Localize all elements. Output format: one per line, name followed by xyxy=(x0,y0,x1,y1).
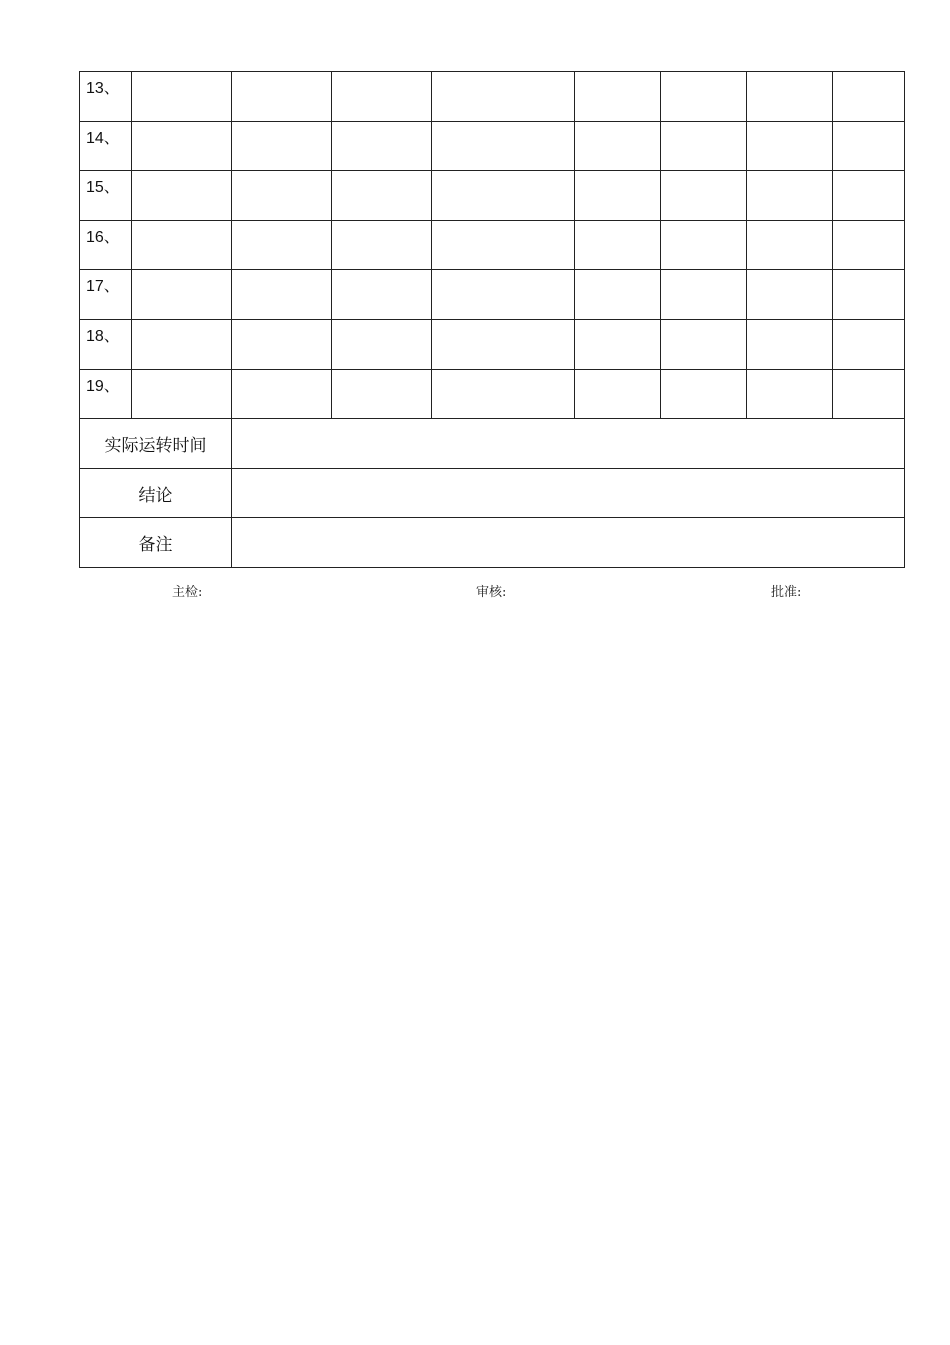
table-row xyxy=(80,121,905,171)
approver-label: 批准: xyxy=(771,585,802,600)
table-cell[interactable] xyxy=(132,319,232,369)
table-cell[interactable] xyxy=(747,121,833,171)
reviewer-label: 审核: xyxy=(476,585,507,600)
table-cell[interactable] xyxy=(575,72,661,122)
table-cell[interactable] xyxy=(432,220,575,270)
remarks-value-cell[interactable] xyxy=(232,518,905,568)
inspector-label: 主检: xyxy=(172,585,203,600)
table-cell[interactable] xyxy=(661,171,747,221)
row-number: 15、 xyxy=(80,171,132,221)
table-row xyxy=(80,270,905,320)
table-cell[interactable] xyxy=(575,369,661,419)
runtime-row xyxy=(80,419,905,469)
table-cell[interactable] xyxy=(833,319,905,369)
table-cell[interactable] xyxy=(432,72,575,122)
table-row xyxy=(80,72,905,122)
table-cell[interactable] xyxy=(132,270,232,320)
table-cell[interactable] xyxy=(575,171,661,221)
inspection-record-table xyxy=(79,71,905,568)
table-cell[interactable] xyxy=(747,369,833,419)
row-number: 16、 xyxy=(80,220,132,270)
table-cell[interactable] xyxy=(833,171,905,221)
table-cell[interactable] xyxy=(661,220,747,270)
table-cell[interactable] xyxy=(747,270,833,320)
table-row xyxy=(80,369,905,419)
table-cell[interactable] xyxy=(833,72,905,122)
table-body xyxy=(80,72,905,568)
table-cell[interactable] xyxy=(747,72,833,122)
runtime-value-cell[interactable] xyxy=(232,419,905,469)
remarks-label: 备注 xyxy=(80,518,232,568)
table-row xyxy=(80,171,905,221)
signature-footer xyxy=(0,581,950,601)
table-row xyxy=(80,220,905,270)
table-cell[interactable] xyxy=(132,171,232,221)
table-cell[interactable] xyxy=(432,319,575,369)
table-cell[interactable] xyxy=(132,72,232,122)
table-cell[interactable] xyxy=(833,121,905,171)
table-cell[interactable] xyxy=(661,319,747,369)
conclusion-value-cell[interactable] xyxy=(232,468,905,518)
table-cell[interactable] xyxy=(332,72,432,122)
table-cell[interactable] xyxy=(232,369,332,419)
table-cell[interactable] xyxy=(332,220,432,270)
table-cell[interactable] xyxy=(132,220,232,270)
table-cell[interactable] xyxy=(132,121,232,171)
table-cell[interactable] xyxy=(332,319,432,369)
table-cell[interactable] xyxy=(332,121,432,171)
table-cell[interactable] xyxy=(232,171,332,221)
table-cell[interactable] xyxy=(232,270,332,320)
table-cell[interactable] xyxy=(833,369,905,419)
conclusion-row xyxy=(80,468,905,518)
table-cell[interactable] xyxy=(232,121,332,171)
table-cell[interactable] xyxy=(332,270,432,320)
table-cell[interactable] xyxy=(332,369,432,419)
table-cell[interactable] xyxy=(232,319,332,369)
table-cell[interactable] xyxy=(432,121,575,171)
remarks-row xyxy=(80,518,905,568)
table-cell[interactable] xyxy=(432,270,575,320)
table-cell[interactable] xyxy=(132,369,232,419)
table-cell[interactable] xyxy=(747,319,833,369)
table-cell[interactable] xyxy=(432,369,575,419)
table-cell[interactable] xyxy=(432,171,575,221)
table-cell[interactable] xyxy=(661,369,747,419)
conclusion-label: 结论 xyxy=(80,468,232,518)
table-cell[interactable] xyxy=(232,72,332,122)
table-cell[interactable] xyxy=(747,171,833,221)
row-number: 13、 xyxy=(80,72,132,122)
table-cell[interactable] xyxy=(747,220,833,270)
table-cell[interactable] xyxy=(661,72,747,122)
table-cell[interactable] xyxy=(575,220,661,270)
table-cell[interactable] xyxy=(833,220,905,270)
row-number: 17、 xyxy=(80,270,132,320)
table-cell[interactable] xyxy=(575,121,661,171)
table-cell[interactable] xyxy=(232,220,332,270)
row-number: 18、 xyxy=(80,319,132,369)
row-number: 14、 xyxy=(80,121,132,171)
table-row xyxy=(80,319,905,369)
table-cell[interactable] xyxy=(575,270,661,320)
runtime-label: 实际运转时间 xyxy=(80,419,232,469)
row-number: 19、 xyxy=(80,369,132,419)
table-cell[interactable] xyxy=(661,270,747,320)
table-cell[interactable] xyxy=(833,270,905,320)
table-cell[interactable] xyxy=(332,171,432,221)
table-cell[interactable] xyxy=(575,319,661,369)
table-cell[interactable] xyxy=(661,121,747,171)
